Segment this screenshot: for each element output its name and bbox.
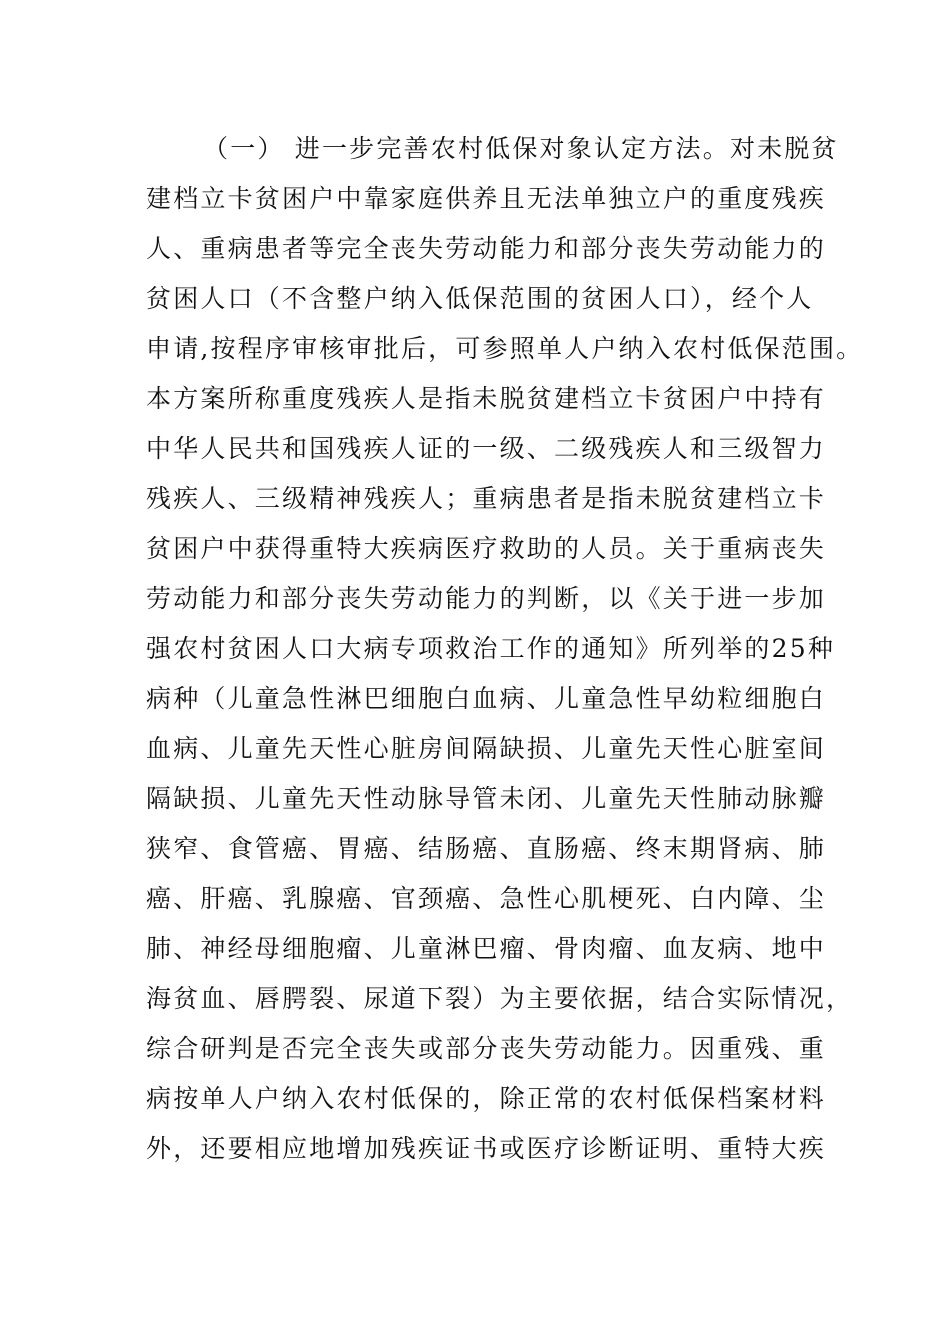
paragraph-line: 强农村贫困人口大病专项救治工作的通知》所列举的25种 — [146, 634, 836, 663]
paragraph-line: 癌、肝癌、乳腺癌、官颈癌、急性心肌梗死、白内障、尘 — [146, 884, 827, 913]
paragraph-line: 贫困人口（不含整户纳入低保范围的贫困人口），经个人 — [146, 284, 814, 313]
paragraph-line: （一） 进一步完善农村低保对象认定方法。对未脱贫 — [203, 134, 839, 163]
paragraph-line: 隔缺损、儿童先天性动脉导管未闭、儿童先天性肺动脉瓣 — [146, 784, 827, 813]
paragraph-line: 血病、儿童先天性心脏房间隔缺损、儿童先天性心脏室间 — [146, 734, 827, 763]
paragraph-line: 病按单人户纳入农村低保的，除正常的农村低保档案材料 — [146, 1084, 827, 1113]
paragraph-line: 狭窄、食管癌、胃癌、结肠癌、直肠癌、终末期肾病、肺 — [146, 834, 827, 863]
paragraph-line: 人、重病患者等完全丧失劳动能力和部分丧失劳动能力的 — [146, 234, 827, 263]
paragraph-line: 外，还要相应地增加残疾证书或医疗诊断证明、重特大疾 — [146, 1134, 827, 1163]
paragraph-line: 海贫血、唇腭裂、尿道下裂）为主要依据，结合实际情况， — [146, 984, 854, 1013]
paragraph-line: 残疾人、三级精神残疾人；重病患者是指未脱贫建档立卡 — [146, 484, 827, 513]
paragraph-line: 病种（儿童急性淋巴细胞白血病、儿童急性早幼粒细胞白 — [146, 684, 827, 713]
paragraph-line: 肺、神经母细胞瘤、儿童淋巴瘤、骨肉瘤、血友病、地中 — [146, 934, 827, 963]
paragraph-line: 本方案所称重度残疾人是指未脱贫建档立卡贫困户中持有 — [146, 384, 827, 413]
paragraph-line: 贫困户中获得重特大疾病医疗救助的人员。关于重病丧失 — [146, 534, 827, 563]
paragraph-line: 综合研判是否完全丧失或部分丧失劳动能力。因重残、重 — [146, 1034, 827, 1063]
paragraph-line: 建档立卡贫困户中靠家庭供养且无法单独立户的重度残疾 — [146, 184, 827, 213]
paragraph-line: 劳动能力和部分丧失劳动能力的判断，以《关于进一步加 — [146, 584, 827, 613]
paragraph-line: 申请,按程序审核审批后，可参照单人户纳入农村低保范围。 — [146, 334, 864, 363]
paragraph-line: 中华人民共和国残疾人证的一级、二级残疾人和三级智力 — [146, 434, 827, 463]
